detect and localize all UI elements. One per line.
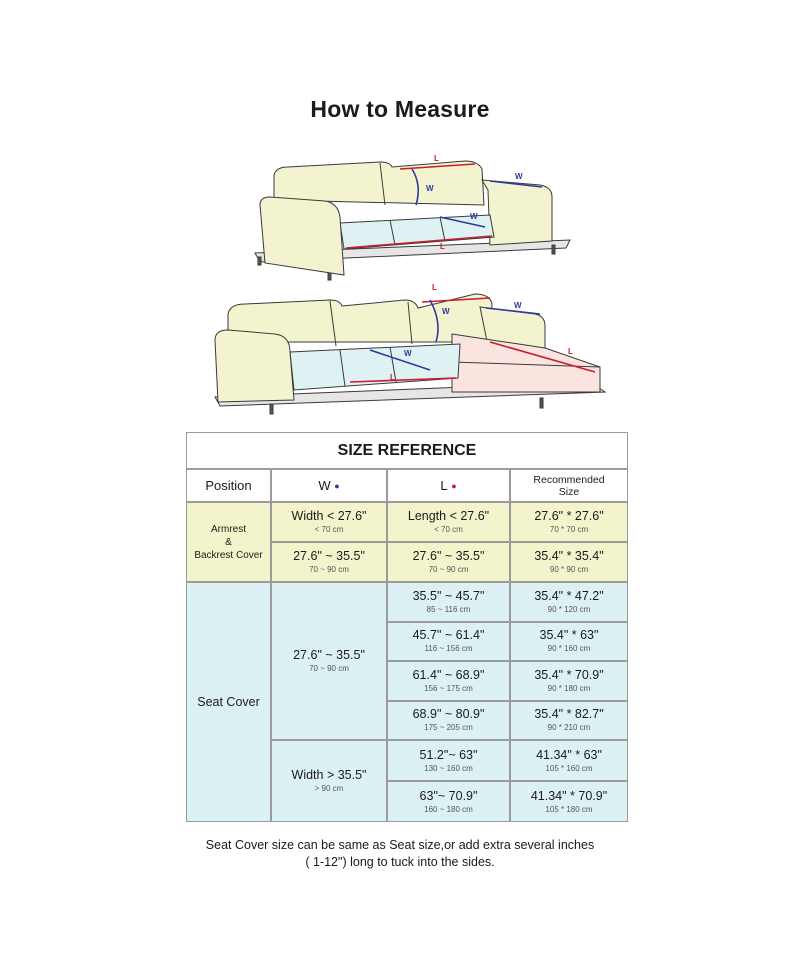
- blue-dot-icon: ●: [334, 480, 340, 491]
- header-width: [271, 469, 387, 502]
- cell-cm: 90 * 120 cm: [547, 604, 591, 614]
- seat-row-4-length: [387, 701, 510, 741]
- seat-row-5-recommended: [510, 740, 628, 781]
- seat-row-3-recommended: [510, 661, 628, 701]
- header-position: Position: [186, 469, 271, 502]
- footnote-line-1: Seat Cover size can be same as Seat size,or add extra several inches: [205, 838, 595, 852]
- cell-cm: 90 * 90 cm: [549, 565, 589, 574]
- cell-inch: 35.5" ~ 45.7": [412, 588, 485, 603]
- cell-cm: 160 ~ 180 cm: [424, 804, 473, 814]
- armrest-label-line2: &: [225, 536, 232, 548]
- width-label-arm: W: [515, 172, 523, 181]
- cell-inch: 27.6" ~ 35.5": [293, 549, 365, 563]
- armrest-row-1-length: [387, 502, 510, 542]
- table-title: SIZE REFERENCE: [186, 432, 628, 469]
- width-label-back: W: [426, 184, 434, 193]
- cell-cm: 116 ~ 156 cm: [424, 644, 473, 654]
- seat-row-1-recommended: [510, 582, 628, 622]
- armrest-label-line3: Backrest Cover: [194, 549, 263, 561]
- length-label-back-2: L: [432, 283, 437, 292]
- armrest-row-2-width: [271, 542, 387, 582]
- cell-inch: 63"~ 70.9": [419, 788, 478, 803]
- seat-row-4-recommended: [510, 701, 628, 741]
- cell-cm: 70 ~ 90 cm: [428, 565, 469, 574]
- seat-row-2-length: [387, 622, 510, 662]
- armrest-row-2-recommended: [510, 542, 628, 582]
- cell-inch: 27.6" * 27.6": [534, 509, 604, 523]
- seat-cover-label: Seat Cover: [186, 582, 271, 822]
- footnote-line-2: ( 1-12") long to tuck into the sides.: [305, 855, 495, 869]
- cell-inch: 41.34" * 63": [536, 747, 602, 762]
- armrest-row-2-length: [387, 542, 510, 582]
- width-label-arm-2: W: [514, 301, 522, 310]
- seat-row-1-length: [387, 582, 510, 622]
- cell-inch: 35.4" * 70.9": [534, 667, 604, 682]
- length-label-chaise: L: [568, 347, 573, 356]
- cell-cm: 156 ~ 175 cm: [424, 683, 473, 693]
- cell-cm: 130 ~ 160 cm: [424, 763, 473, 773]
- cell-cm: > 90 cm: [314, 784, 344, 793]
- cell-cm: 90 * 210 cm: [547, 723, 591, 733]
- cell-cm: 70 * 70 cm: [549, 525, 589, 534]
- seat-group-1-width: [271, 582, 387, 740]
- cell-inch: 35.4" * 47.2": [534, 588, 604, 603]
- page-title: How to Measure: [310, 96, 490, 122]
- cell-inch: 68.9" ~ 80.9": [412, 707, 485, 722]
- size-reference-table: [186, 432, 628, 822]
- cell-inch: 35.4" * 63": [539, 628, 599, 643]
- width-label-seat: W: [470, 212, 478, 221]
- cell-inch: 35.4" * 82.7": [534, 707, 604, 722]
- seat-row-3-length: [387, 661, 510, 701]
- seat-row-6-recommended: [510, 781, 628, 822]
- width-label-back-2: W: [442, 307, 450, 316]
- seat-row-2-recommended: [510, 622, 628, 662]
- header-recommended: [510, 469, 628, 502]
- armrest-label-line1: Armrest: [211, 523, 246, 535]
- cell-cm: 85 ~ 116 cm: [426, 604, 471, 614]
- armrest-row-1-recommended: [510, 502, 628, 542]
- cell-cm: 90 * 160 cm: [547, 644, 591, 654]
- armrest-backrest-label: [186, 502, 271, 582]
- cell-inch: 35.4" * 35.4": [534, 549, 604, 563]
- cell-cm: 105 * 160 cm: [545, 763, 593, 773]
- cell-cm: 90 * 180 cm: [547, 683, 591, 693]
- seat-row-6-length: [387, 781, 510, 822]
- cell-inch: 27.6" ~ 35.5": [293, 648, 365, 662]
- header-length: [387, 469, 510, 502]
- cell-inch: 51.2"~ 63": [419, 747, 478, 762]
- sofa-diagram-three-seat: [190, 145, 620, 295]
- footnote: [0, 837, 800, 871]
- width-label-seat-2: W: [404, 349, 412, 358]
- header-length-label: L: [440, 478, 448, 493]
- header-recommended-line2: Size: [558, 485, 580, 498]
- cell-inch: 45.7" ~ 61.4": [412, 628, 485, 643]
- header-width-label: W: [318, 478, 331, 493]
- cell-cm: < 70 cm: [434, 525, 463, 534]
- length-label-back: L: [434, 154, 439, 163]
- length-label-seat: L: [440, 242, 445, 251]
- cell-inch: 61.4" ~ 68.9": [412, 667, 485, 682]
- cell-cm: 70 ~ 90 cm: [309, 565, 349, 574]
- length-label-seat-2: L: [390, 373, 395, 382]
- cell-inch: 41.34" * 70.9": [530, 788, 608, 803]
- cell-inch: Width > 35.5": [291, 768, 367, 782]
- cell-inch: Width < 27.6": [291, 509, 367, 523]
- cell-cm: 70 ~ 90 cm: [309, 664, 349, 673]
- seat-group-2-width: [271, 740, 387, 822]
- cell-inch: 27.6" ~ 35.5": [412, 549, 485, 563]
- red-dot-icon: ●: [451, 480, 457, 491]
- cell-cm: 105 * 180 cm: [545, 804, 593, 814]
- cell-inch: Length < 27.6": [407, 509, 490, 523]
- seat-row-5-length: [387, 740, 510, 781]
- sofa-diagram-sectional: [190, 282, 620, 427]
- cell-cm: < 70 cm: [314, 525, 344, 534]
- cell-cm: 175 ~ 205 cm: [424, 723, 473, 733]
- header-recommended-line1: Recommended: [533, 473, 605, 486]
- armrest-row-1-width: [271, 502, 387, 542]
